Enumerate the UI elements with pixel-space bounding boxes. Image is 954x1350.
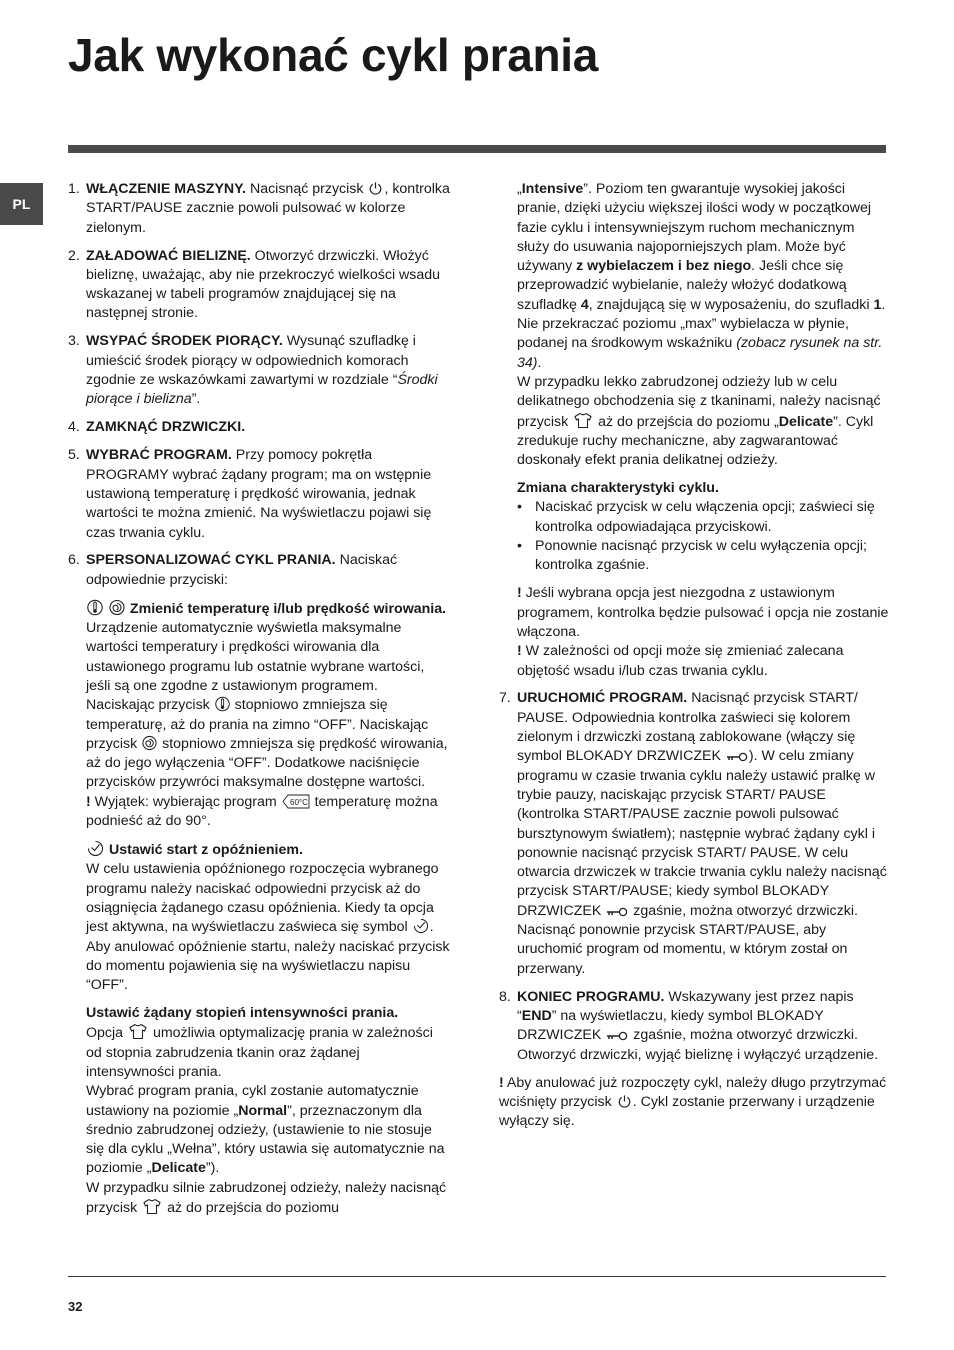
step-7: 7. URUCHOMIĆ PROGRAM. Nacisnąć przycisk START/ PAUSE. Odpowiednia kontrolka zaświeci się kolorem zielonym i drzwiczki zostaną zablokowane (włączy się symbol BLOKADY DRZWICZEK ). W celu zmiany programu w czasie trwania cyklu należy ustawić pralkę w trybie pauzy, naciskając przycisk START/ PAUSE (kontrolka START/PAUSE zacznie powoli pulsować bursztynowym światłem); następnie wybrać żądany cykl i ponownie nacisnąć przycisk START/ PAUSE. W celu otwarcia drzwiczek w trakcie trwania cyklu należy nacisnąć przycisk START/PAUSE; kiedy symbol BLOKADY DRZWICZEK zgaśnie, można otworzyć drzwiczki. Nacisnąć ponownie przycisk START/PAUSE, aby uruchomić program od momentu, w którym został on przerwany. [499, 690, 887, 977]
delay-timer-icon [413, 918, 429, 934]
intensity-section: Ustawić żądany stopień intensywności prania. Opcja umożliwia optymalizację prania w zależności od stopnia zabrudzenia tkanin oraz żądanej intensywności prania. Wybrać program prania, cykl zostanie automatycznie ustawiony na poziomie „Normal”, przeznaczonym dla średnio zabrudzonej odzieży, (ustawienie to nie stosuje się dla cyklu „Wełna”, który ustawia się automatycznie na poziomie „Delicate”). W przypadku silnie zabrudzonej odzieży, należy nacisnąć przycisk aż do przejścia do poziomu [86, 1005, 447, 1217]
spin-icon [142, 735, 157, 751]
list-item: • Naciskać przycisk w celu włączenia opcji; zaświeci się kontrolka odpowiadająca przyciskowi. [517, 499, 875, 535]
temperature-spin-section: Zmienić temperaturę i/lub prędkość wirowania. Urządzenie automatycznie wyświetla maksymalne wartości temperatury i prędkości wirowania dla ustawionego programu lub ostatnie wybrane wartości, jeśli są one zgodne z ustawionym programem. Naciskając przycisk stopniowo zmniejsza się temperaturę, aż do prania na zimno “OFF”. Naciskając przycisk stopniowo zmniejsza się prędkość wirowania, aż do jego wyłączenia “OFF”. Dodatkowe naciśnięcie przycisków przywróci maksymalne dostępne wartości. ! Wyjątek: wybierając program 60°C temperaturę można podnieść aż do 90°. [86, 600, 448, 830]
page-number: 32 [68, 1299, 83, 1314]
step-4: 4. ZAMKNĄĆ DRZWICZKI. [68, 419, 246, 436]
program-60c-icon [282, 794, 310, 809]
step-2: 2. ZAŁADOWAĆ BIELIZNĘ. Otworzyć drzwiczki. Włożyć bieliznę, uważając, aby nie przekroczyć wielkości wsadu wskazanej w tabeli programów znajdującej się na następnej stronie. [68, 247, 441, 322]
power-icon [368, 181, 383, 196]
shirt-icon [142, 1198, 162, 1215]
left-column [68, 180, 450, 1218]
door-lock-key-icon [726, 751, 748, 763]
thermometer-icon [87, 599, 103, 616]
step-5: 5. WYBRAĆ PROGRAM. Przy pomocy pokrętła PROGRAMY wybrać żądany program; ma on wstępnie ustawioną temperaturę i prędkość wirowania, jednak wartości te można zmienić. Na wyświetlaczu pojawi się czas trwania cyklu. [68, 447, 432, 541]
warning-note: ! W zależności od opcji może się zmieniać zalecana objętość wsadu i/lub czas trwania cyklu. [517, 643, 844, 679]
cancel-cycle-note: ! Aby anulować już rozpoczęty cykl, należy długo przytrzymać wciśnięty przycisk . Cykl zostanie przerwany i urządzenie wyłączy się. [499, 1074, 887, 1130]
step-8: 8. KONIEC PROGRAMU. Wskazywany jest przez napis “END” na wyświetlaczu, kiedy symbol BLOKADY DRZWICZEK zgaśnie, można otworzyć drzwiczki. Otworzyć drzwiczki, wyjąć bieliznę i wyłączyć urządzenie. [499, 988, 879, 1063]
spin-icon [109, 599, 125, 616]
right-column [499, 180, 889, 1131]
door-lock-key-icon [606, 1030, 628, 1042]
footer-rule [68, 1276, 886, 1277]
delay-start-section: Ustawić start z opóźnieniem. W celu ustawienia opóźnionego rozpoczęcia wybranego programu należy naciskać odpowiedni przycisk aż do osiągnięcia żądanego czasu opóźnienia. Kiedy ta opcja jest aktywna, na wyświetlaczu zaświeca się symbol . Aby anulować opóźnienie startu, należy naciskać przycisk do momentu pojawienia się na wyświetlaczu napisu “OFF”. [86, 842, 450, 994]
header-rule [68, 145, 886, 153]
shirt-icon [128, 1023, 148, 1040]
door-lock-key-icon [606, 906, 628, 918]
thermometer-icon [215, 696, 230, 712]
language-tab: PL [0, 183, 43, 225]
list-item: • Ponownie nacisnąć przycisk w celu wyłączenia opcji; kontrolka zgaśnie. [517, 538, 867, 574]
shirt-icon [573, 412, 593, 429]
step-1: 1. WŁĄCZENIE MASZYNY. Nacisnąć przycisk , kontrolka START/PAUSE zacznie powoli pulsować w kolorze zielonym. [68, 181, 450, 236]
page-title: Jak wykonać cykl prania [68, 29, 599, 81]
warning-note: ! Jeśli wybrana opcja jest niezgodna z ustawionym programem, kontrolka będzie pulsować i opcja nie zostanie włączona. [517, 585, 889, 640]
step-6: 6. SPERSONALIZOWAĆ CYKL PRANIA. Naciskać odpowiednie przyciski: [68, 552, 398, 588]
power-icon [617, 1094, 632, 1109]
step-3: 3. WSYPAĆ ŚRODEK PIORĄCY. Wysunąć szufladkę i umieścić środek piorący w odpowiednich komorach zgodnie ze wskazówkami zawartymi w rozdziale “Środki piorące i bielizna”. [68, 333, 438, 408]
intensity-continued: „Intensive”. Poziom ten gwarantuje wysokiej jakości pranie, dzięki użyciu większej ilości wody w początkowej fazie cyklu i intensywniejszym ruchom mechanicznym służy do usuwania najoporniejszych plam. Może być używany z wybielaczem i bez niego. Jeśli chce się przeprowadzić wybielanie, należy włożyć dodatkową szufladkę 4, znajdującą się w wyposażeniu, do szufladki 1. Nie przekraczać poziomu „max” wybielacza w płynie, podanej na środkowym wskaźniku (zobacz rysunek na str. 34). W przypadku lekko zabrudzonej odzieży lub w celu delikatnego obchodzenia się z tkaninami, należy nacisnąć przycisk aż do przejścia do poziomu „Delicate”. Cykl zredukuje ruchy mechaniczne, aby zagwarantować doskonały efekt prania delikatnej odzieży. [517, 181, 886, 469]
change-settings-section: Zmiana charakterystyki cyklu. • Naciskać przycisk w celu włączenia opcji; zaświeci się kontrolka odpowiadająca przyciskowi. • Ponownie nacisnąć przycisk w celu wyłączenia opcji; kontrolka zgaśnie. ! Jeśli wybrana opcja jest niezgodna z ustawionym programem, kontrolka będzie pulsować i opcja nie zostanie włączona. ! W zależności od opcji może się zmieniać zalecana objętość wsadu i/lub czas trwania cyklu. [517, 479, 889, 681]
program-60c-label: 60°C [289, 797, 308, 807]
delay-timer-icon [87, 840, 104, 857]
